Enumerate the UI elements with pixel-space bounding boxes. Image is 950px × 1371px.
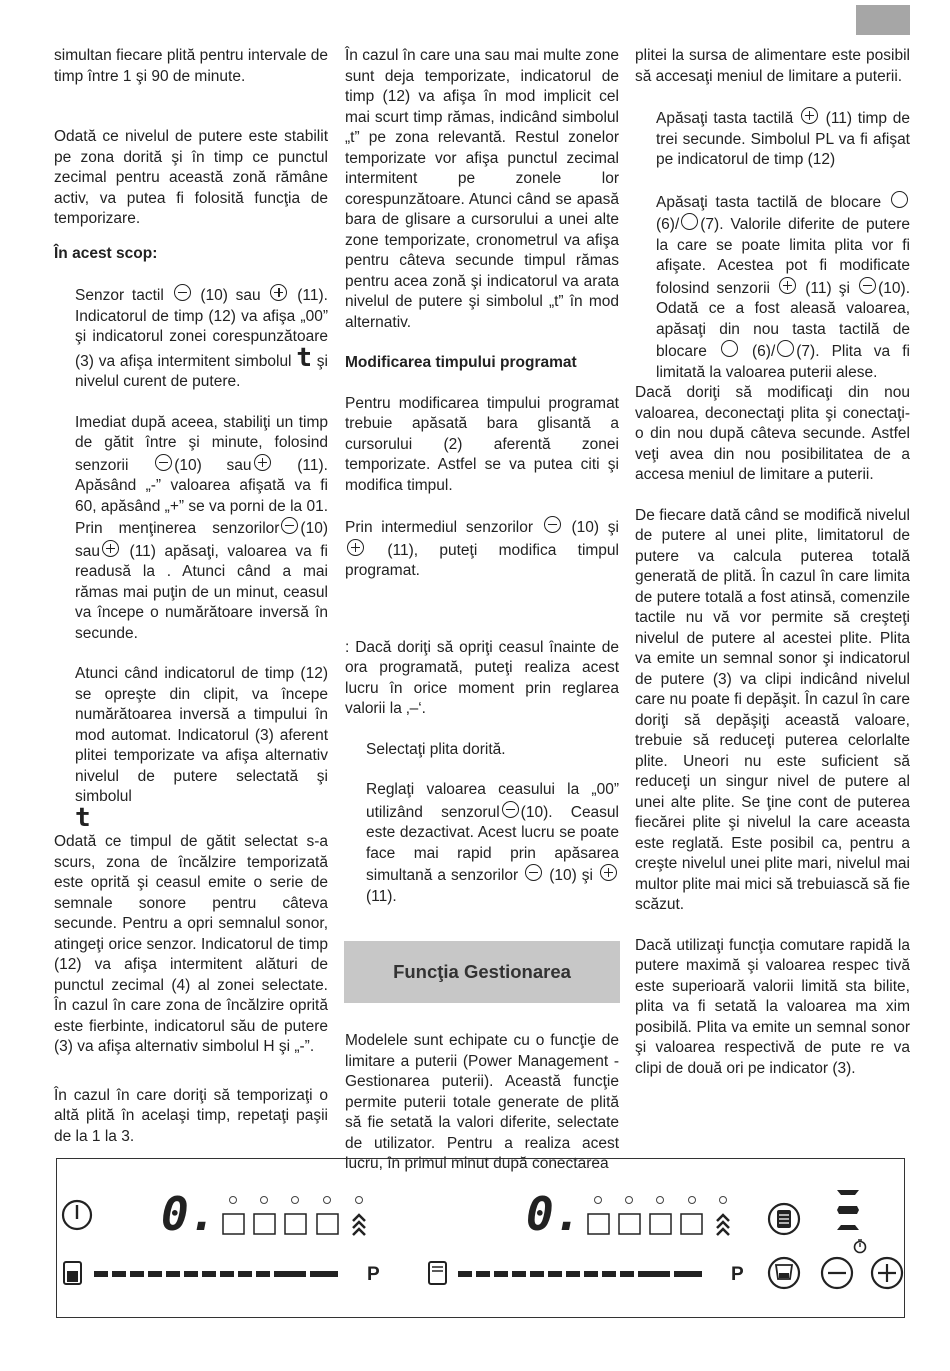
minus-icon (155, 454, 172, 471)
slider-end-label: P (367, 1264, 380, 1285)
power-slider-left (94, 1271, 338, 1277)
timer-boxes-left (223, 1214, 338, 1234)
control-panel-diagram (56, 1158, 905, 1318)
boost-icon (717, 1215, 729, 1235)
pan-lock-icon (777, 340, 794, 357)
zone-display-right: 0. (526, 1187, 582, 1241)
pot-icon (769, 1258, 799, 1288)
paragraph: Dacă doriţi să modificaţi din nou valoarea, deconectaţi plita şi conectaţi-o din nou după câteva secunde. Astfel veţi avea din nou posibilitatea de a accesa meniul de limitare a puterii. (635, 384, 910, 483)
minus-icon (822, 1258, 852, 1288)
timer-display-icon (837, 1190, 859, 1230)
slider-end-label: P (731, 1264, 744, 1285)
control-panel-svg (57, 1159, 906, 1319)
plus-icon (872, 1258, 902, 1288)
paragraph: Odată ce nivelul de putere este stabilit pe zona dorită şi în timp ce punctul zecimal pentru această zonă rămâne activ, va putea fi folosită funcţia de temporizare. (54, 128, 328, 227)
pan-icon (64, 1262, 81, 1284)
column-3 (635, 46, 910, 1079)
plus-icon (347, 539, 364, 556)
lock-icon (721, 340, 738, 357)
column-2 (345, 46, 619, 1175)
paragraph-step: Imediat după aceea, stabiliţi un timp de gătit între şi minute, folosind senzorii (10) sau (11). Apăsând „-” valoarea afişată va fi 60, apăsând „+” se va porni de la 01. Prin menţinerea senzorilor (10) sau (11) apăsaţi, valoarea va fi readusă la . Atunci când a mai rămas mai puţin de un minut, ceasul va începe o numărătoare inversă în secunde. (75, 413, 328, 642)
paragraph-step: Reglaţi valoarea ceasului la „00” utilizând senzorul (10). Ceasul este dezactivat. Acest lucru se poate face mai rapid prin apăsarea simultană a senzorilor (10) şi (11). (366, 781, 619, 905)
paragraph: Prin intermediul senzorilor (10) şi (11), puteţi modifica timpul programat. (345, 516, 619, 582)
paragraph: În cazul în care una sau mai multe zone sunt deja temporizate, indicatorul de timp (12) va afişa în mod implicit cel mai scurt timp rămas, indicând simbolul „t” pe zona relevantă. Restul zonelor temporizate vor afişa punctul zecimal intermitent pe zonele lor corespunzătoare. Atunci când se apasă bara de glisare a cursorului a unei alte zone temporizate, cronometrul va afişa pentru câteva secunde timpul rămas pentru acea zonă şi indicatorul va arata nivelul de putere şi simbolul „t” în mod alternativ. (345, 47, 619, 331)
lock-icon (891, 191, 908, 208)
paragraph: plitei la sursa de alimentare este posibil să accesaţi meniul de limitare a puterii. (635, 47, 910, 85)
boost-icon (353, 1215, 365, 1235)
power-slider-right (458, 1271, 702, 1277)
section-title-box (344, 941, 620, 1003)
minus-icon (502, 801, 519, 818)
minus-icon (525, 864, 542, 881)
pan-icon (429, 1262, 446, 1284)
paragraph: Dacă utilizaţi funcţia comutare rapidă la putere maximă şi valoarea respec tivă este superioară valorii limită sta bilite, plita va fi setată la valoarea ma xim posibilă. Plita va emite un semnal sonor şi valoarea respectivă de pute re va clipi de două ori pe indicator (3). (635, 936, 910, 1077)
lock-icon (769, 1204, 799, 1234)
pan-lock-icon (681, 213, 698, 230)
plus-icon (254, 454, 271, 471)
plus-icon (270, 284, 287, 301)
paragraph-step: Apăsaţi tasta tactilă (11) timp de trei secunde. Simbolul PL va fi afişat pe indicatorul de timp (12) (635, 107, 910, 171)
plus-icon (102, 540, 119, 557)
paragraph-step: Atunci când indicatorul de timp (12) se opreşte din clipit, va începe numărătoarea inversă a timpului în mod automat. Indicatorul (3) aferent plitei temporizate va afişa alternativ nivelul de putere selectată şi simbolul t (75, 665, 328, 833)
subheading: Modificarea timpului programat (345, 354, 577, 371)
timer-t-icon: t (296, 342, 312, 373)
paragraph: : Dacă doriţi să opriţi ceasul înainte de ora programată, puteţi realiza acest lucru în orice moment prin reglarea valorii la ‚–‘. (345, 638, 619, 717)
subheading: În acest scop: (54, 244, 158, 262)
timer-boxes-right (588, 1214, 702, 1234)
section-title: Funcţia Gestionarea (393, 960, 571, 982)
clock-icon (855, 1240, 866, 1253)
zone-leds-left (230, 1197, 363, 1204)
paragraph-step: Apăsaţi tasta tactilă de blocare (6)/ (7). Valorile diferite de putere la care se poate limita plita vor fi afişate. Acestea pot fi modificate folosind senzorii (11) şi (10). Odată ce a fost aleasă valoarea, apăsaţi din nou tasta tactilă de blocare (6)/ (7). Plita va fi limitată la valoarea puterii alese. (635, 191, 910, 384)
plus-icon (600, 864, 617, 881)
column-1 (54, 46, 328, 1147)
paragraph: De fiecare dată când se modifică nivelul de putere al unei plite, limitatorul de putere va calcula puterea totală generată de plită. În cazul în care limita de putere totală a fost atinsă, comenzile tactile nu vă vor permite să creşteţi nivelul de putere al acestei plite. Plita va emite un semnal sonor şi indicatorul de putere (3) va clipi indicând nivelul care nu poate fi depăşit. În cazul în care doriţi să depăşiţi această valoare, trebuie să reduceţi puterea celorlalte plite. Uneori nu este suficient să reduceţi un singur nivel de putere al unei alte plite. Se ţine cont de puterea fiecărei plite şi nivelul la care aceasta este reglată. Este posibil ca, pentru a creşte nivelul unei plite mari, nivelul mai multor plite mai mici să trebuiască să fie scăzut. (635, 506, 910, 913)
minus-icon (859, 277, 876, 294)
paragraph-step: Selectaţi plita dorită. (366, 740, 506, 758)
paragraph: Modelele sunt echipate cu o funcţie de limitare a puterii (Power Management - Gestionarea puterii). Această funcţie permite puterii totale generate de plită să fie setată la valori diferite, selectate de utilizator. Pentru a realiza acest lucru, în primul minut după conectarea (345, 1032, 619, 1172)
paragraph: Odată ce timpul de gătit selectat s-a scurs, zona de încălzire temporizată este oprită şi ceasul emite o serie de semnale sonore pentru câteva secunde. Pentru a opri semnalul sonor, atingeţi orice senzor. Indicatorul de timp (12) va afişa intermitent alături de punctul zecimal (4) al zonei selectate. În cazul în care zona de încălzire oprită este fierbinte, indicatorul său de putere (3) va afişa alternativ simbolul H şi „-”. (54, 833, 328, 1055)
zone-leds-right (595, 1197, 727, 1204)
minus-icon (281, 517, 298, 534)
plus-icon (801, 107, 818, 124)
paragraph: simultan fiecare plită pentru intervale de timp între 1 şi 90 de minute. (54, 47, 328, 85)
paragraph: În cazul în care doriţi să temporizaţi o altă plită în acelaşi timp, repetaţi paşii de la 1 la 3. (54, 1086, 328, 1145)
zone-display-left: 0. (161, 1187, 217, 1241)
paragraph: Pentru modificarea timpului programat trebuie apăsată bara glisantă a cursorului (2) aferentă zonei temporizate. Astfel se va putea citi şi modifica timpul. (345, 394, 619, 494)
paragraph-step: Senzor tactil (10) sau (11). Indicatorul de timp (12) va afişa „00” şi indicatorul zonei corespunzătoare (3) va afişa intermitent simbolul t şi nivelul curent de putere. (54, 284, 328, 393)
page-tab-marker (856, 5, 910, 35)
plus-icon (779, 277, 796, 294)
minus-icon (544, 516, 561, 533)
minus-icon (174, 284, 191, 301)
timer-t-icon: t (75, 802, 91, 833)
power-icon (63, 1201, 91, 1229)
